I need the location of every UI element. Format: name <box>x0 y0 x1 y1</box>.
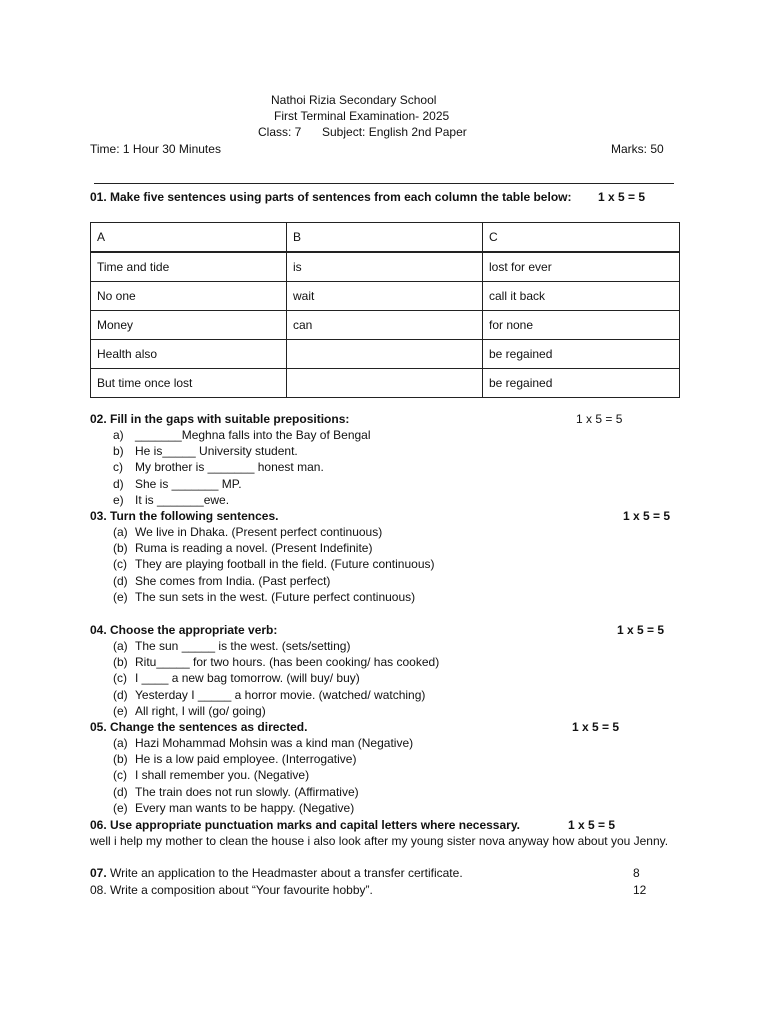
q5-title: 05. Change the sentences as directed. <box>90 720 308 734</box>
exam-title: First Terminal Examination- 2025 <box>274 109 450 123</box>
header-divider <box>94 183 674 184</box>
table-row <box>91 252 680 282</box>
table-cell: No one <box>91 282 287 311</box>
time-label: Time: 1 Hour 30 Minutes <box>90 142 221 156</box>
q3-marks: 1 x 5 = 5 <box>623 509 671 523</box>
q2-marks: 1 x 5 = 5 <box>576 412 623 426</box>
table-cell: lost for ever <box>483 252 680 282</box>
table-cell <box>287 340 483 369</box>
table-row <box>91 311 680 340</box>
q1-table <box>90 222 680 398</box>
q4-marks: 1 x 5 = 5 <box>617 623 665 637</box>
table-cell: Time and tide <box>91 252 287 282</box>
table-cell: Health also <box>91 340 287 369</box>
class-label: Class: 7 <box>258 125 302 139</box>
table-cell: can <box>287 311 483 340</box>
q1-title: 01. Make five sentences using parts of sentences from each column the table below: <box>90 190 572 204</box>
q6-title: 06. Use appropriate punctuation marks and capital letters where necessary. <box>90 818 520 832</box>
q7-line <box>90 865 463 881</box>
subject-label: Subject: English 2nd Paper <box>322 125 467 139</box>
school-name: Nathoi Rizia Secondary School <box>271 93 437 107</box>
q7-number: 07. <box>90 866 107 880</box>
table-row <box>91 282 680 311</box>
q4-title: 04. Choose the appropriate verb: <box>90 623 278 637</box>
table-cell: But time once lost <box>91 369 287 398</box>
q8-text: 08. Write a composition about “Your favourite hobby”. <box>90 883 373 897</box>
table-header-cell: B <box>287 223 483 253</box>
q6-marks: 1 x 5 = 5 <box>568 818 616 832</box>
table-header-cell: C <box>483 223 680 253</box>
table-cell: Money <box>91 311 287 340</box>
table-cell: is <box>287 252 483 282</box>
q2-title: 02. Fill in the gaps with suitable prepositions: <box>90 412 350 426</box>
table-cell: wait <box>287 282 483 311</box>
q5-marks: 1 x 5 = 5 <box>572 720 620 734</box>
table-row <box>91 340 680 369</box>
table-header-row <box>91 223 680 253</box>
table-cell: for none <box>483 311 680 340</box>
table-header-cell: A <box>91 223 287 253</box>
table-cell <box>287 369 483 398</box>
table-cell: be regained <box>483 369 680 398</box>
q3-title: 03. Turn the following sentences. <box>90 509 279 523</box>
marks-label: Marks: 50 <box>611 142 664 156</box>
q8-marks: 12 <box>633 883 647 897</box>
table-cell: be regained <box>483 340 680 369</box>
q7-text: Write an application to the Headmaster about a transfer certificate. <box>106 866 463 880</box>
q6-passage: well i help my mother to clean the house i also look after my young sister nova anyway how about you Jenny. <box>90 834 669 848</box>
q7-marks: 8 <box>633 866 640 880</box>
table-row <box>91 369 680 398</box>
q1-marks: 1 x 5 = 5 <box>598 190 646 204</box>
table-cell: call it back <box>483 282 680 311</box>
